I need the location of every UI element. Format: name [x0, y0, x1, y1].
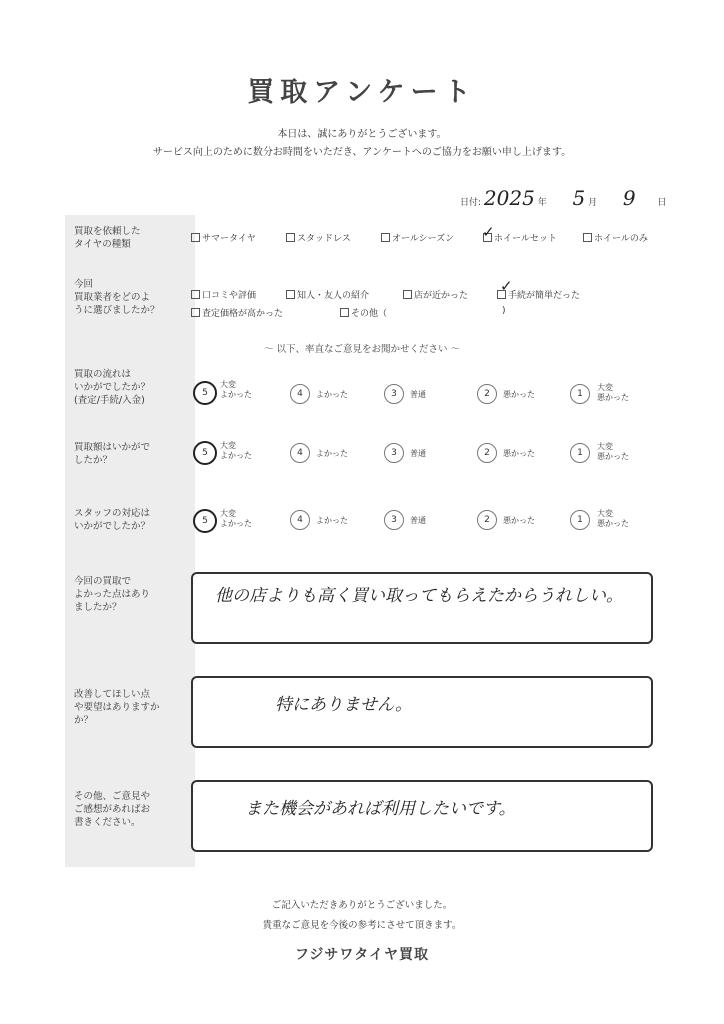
q5-label-line2: いかがでしたか？ [74, 521, 151, 532]
intro-line-2: サービス向上のために数分お時間をいただき、アンケートへのご協力をお願い申し上げます。 [152, 147, 572, 158]
section-divider: 〜 以下、率直なご意見をお聞かせください 〜 [263, 344, 461, 355]
q3-rating-5-label [220, 380, 252, 400]
q4-rating-1-label [597, 442, 629, 462]
q5-rating-5[interactable]: 5 [193, 509, 217, 533]
q7-answer-box[interactable] [191, 676, 653, 748]
intro-line-1: 本日は、誠にありがとうございます。 [277, 129, 447, 140]
q3-rating-5[interactable]: 5 [193, 381, 217, 405]
rating-label-line1: 大変 [220, 509, 236, 518]
checkbox-icon[interactable] [191, 233, 200, 242]
rating-label-line2: よかった [220, 451, 252, 460]
rating-label-line2: 悪かった [597, 519, 629, 528]
q4-rating-1[interactable]: 1 [570, 443, 590, 463]
q2-label [74, 278, 194, 317]
rating-label-line1: 大変 [597, 509, 613, 518]
q3-rating-3-label: 普通 [410, 390, 426, 399]
q5-rating-1-label [597, 509, 629, 529]
q4-rating-3-label: 普通 [410, 449, 426, 458]
checkbox-icon[interactable] [583, 233, 592, 242]
date-month: 5 [572, 186, 586, 210]
q1-option-studless[interactable] [286, 231, 351, 244]
q7-answer-text: 特にありません。 [275, 695, 413, 715]
option-label: 知人・友人の紹介 [297, 291, 370, 301]
q1-option-summer[interactable] [191, 231, 256, 244]
q1-label [74, 225, 194, 251]
q4-rating-4-label: よかった [316, 449, 348, 458]
q2-option-referral[interactable] [286, 288, 369, 301]
q5-rating-2[interactable]: 2 [477, 510, 497, 530]
q6-label [74, 575, 194, 614]
q6-label-line3: ましたか？ [74, 602, 122, 613]
q5-label-line1: スタッフの対応は [74, 508, 151, 519]
option-label: 口コミや評価 [202, 291, 257, 301]
option-label: 店が近かった [414, 291, 469, 301]
q2-label-line1: 今回 [74, 279, 94, 290]
q8-label-line1: その他、ご意見や [74, 791, 151, 802]
q2-other-close-paren: ) [502, 306, 506, 316]
option-label: 手続が簡単だった [508, 291, 581, 301]
q5-rating-3-label: 普通 [410, 516, 426, 525]
rating-label-line2: 悪かった [597, 452, 629, 461]
rating-label-line1: 大変 [597, 442, 613, 451]
q3-rating-1[interactable]: 1 [570, 384, 590, 404]
q8-label-line3: 書きください。 [74, 817, 141, 828]
date-label: 日付: [460, 198, 482, 208]
q6-label-line2: よかった点はあり [74, 589, 151, 600]
q2-option-nearby[interactable] [403, 288, 468, 301]
q5-rating-5-label [220, 509, 252, 529]
q8-answer-box[interactable] [191, 780, 653, 852]
rating-label-line2: よかった [220, 519, 252, 528]
q8-label [74, 790, 194, 829]
q6-answer-box[interactable] [191, 572, 653, 644]
q1-label-line2: タイヤの種類 [74, 239, 131, 250]
checkbox-icon[interactable] [286, 233, 295, 242]
q3-label [74, 368, 194, 407]
rating-label-line2: よかった [220, 390, 252, 399]
q2-option-highprice[interactable] [191, 306, 283, 319]
q5-rating-2-label: 悪かった [503, 516, 535, 525]
footer-thanks: ご記入いただきありがとうございました。 [271, 900, 453, 911]
checkbox-icon[interactable] [403, 290, 412, 299]
q4-rating-4[interactable]: 4 [290, 443, 310, 463]
q1-label-line1: 買取を依頼した [74, 226, 141, 237]
q5-rating-3[interactable]: 3 [384, 510, 404, 530]
q2-option-other[interactable] [340, 306, 387, 319]
q3-label-line3: (査定/手続/入金) [74, 395, 145, 406]
q2-label-line2: 買取業者をどのよ [74, 292, 151, 303]
q5-rating-4-label: よかった [316, 516, 348, 525]
date-day-unit: 日 [657, 198, 667, 208]
date-day: 9 [622, 186, 636, 210]
q5-rating-1[interactable]: 1 [570, 510, 590, 530]
checkbox-icon[interactable] [381, 233, 390, 242]
rating-label-line1: 大変 [220, 441, 236, 450]
q4-rating-2[interactable]: 2 [477, 443, 497, 463]
option-label: ホイールセット [494, 234, 557, 244]
q4-label [74, 441, 194, 467]
checkbox-icon[interactable] [191, 290, 200, 299]
q2-option-reviews[interactable] [191, 288, 256, 301]
q7-label [74, 688, 194, 727]
option-label: 査定価格が高かった [202, 309, 284, 319]
brand-name: フジサワタイヤ買取 [294, 947, 430, 963]
q2-checkmark-icon: ✓ [500, 277, 513, 295]
option-label: ホイールのみ [594, 234, 648, 244]
q8-label-line2: ご感想があればお [74, 804, 151, 815]
date-year: 2025 [483, 186, 535, 210]
footer-note: 貴重なご意見を今後の参考にさせて頂きます。 [262, 920, 462, 931]
checkbox-icon[interactable] [191, 308, 200, 317]
date-field[interactable] [460, 186, 666, 210]
q1-option-wheelonly[interactable] [583, 231, 648, 244]
option-label: スタッドレス [297, 234, 351, 244]
q3-label-line1: 買取の流れは [74, 369, 132, 380]
q7-label-line1: 改善してほしい点 [74, 689, 151, 700]
q3-rating-2-label: 悪かった [503, 390, 535, 399]
q3-rating-4[interactable]: 4 [290, 384, 310, 404]
rating-label-line2: 悪かった [597, 393, 629, 402]
q6-label-line1: 今回の買取で [74, 576, 132, 587]
q1-checkmark-icon: ✓ [482, 223, 495, 241]
option-label: オールシーズン [392, 234, 455, 244]
rating-label-line1: 大変 [220, 380, 236, 389]
q4-label-line1: 買取額はいかがで [74, 442, 151, 453]
q3-rating-4-label: よかった [316, 390, 348, 399]
q3-rating-1-label [597, 383, 629, 403]
q1-option-allseason[interactable] [381, 231, 454, 244]
q4-rating-3[interactable]: 3 [384, 443, 404, 463]
checkbox-icon[interactable] [340, 308, 349, 317]
option-label: サマータイヤ [202, 234, 256, 244]
checkbox-icon[interactable] [286, 290, 295, 299]
q5-label [74, 507, 194, 533]
q3-label-line2: いかがでしたか？ [74, 382, 151, 393]
q4-rating-5[interactable]: 5 [193, 441, 217, 465]
rating-label-line1: 大変 [597, 383, 613, 392]
q4-rating-2-label: 悪かった [503, 449, 535, 458]
q3-rating-2[interactable]: 2 [477, 384, 497, 404]
q6-answer-text: 他の店よりも高く買い取ってもらえたからうれしい。 [215, 586, 623, 606]
q4-label-line2: したか？ [74, 455, 113, 466]
q2-label-line3: うに選びましたか？ [74, 305, 160, 316]
option-label: その他（ [351, 309, 388, 319]
q3-rating-3[interactable]: 3 [384, 384, 404, 404]
q5-rating-4[interactable]: 4 [290, 510, 310, 530]
q8-answer-text: また機会があれば利用したいです。 [245, 799, 516, 819]
date-month-unit: 月 [588, 198, 598, 208]
q7-label-line2: や要望はありますか [74, 702, 160, 713]
survey-title: 買取アンケート [247, 77, 477, 108]
q7-label-line3: か？ [74, 715, 94, 726]
q4-rating-5-label [220, 441, 252, 461]
date-year-unit: 年 [537, 198, 547, 208]
